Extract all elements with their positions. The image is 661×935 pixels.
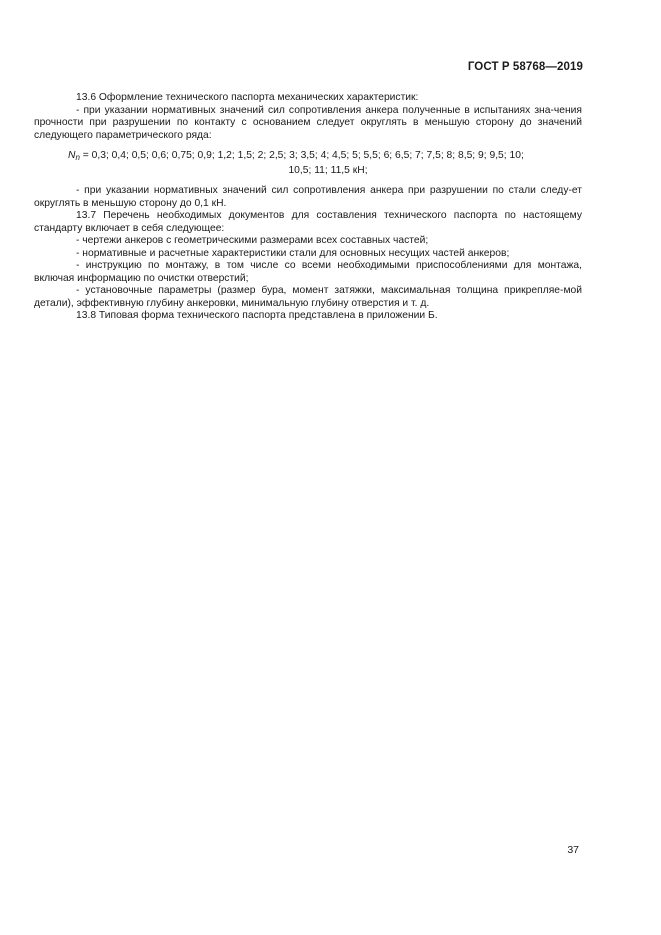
formula-values-line-2: 10,5; 11; 11,5 кН; — [288, 164, 368, 176]
section-13-7-item: - чертежи анкеров с геометрическими размерами всех составных частей; — [76, 235, 429, 246]
formula-symbol: N — [68, 150, 76, 161]
formula-values-line-1: = 0,3; 0,4; 0,5; 0,6; 0,75; 0,9; 1,2; 1,5; 2; 2,5; 3; 3,5; 4; 4,5; 5; 5,5; 6; 6,5; 7; 7,5; 8; 8,5; 9; 9,5; 10; — [79, 150, 524, 161]
formula-line-1 — [34, 150, 582, 165]
section-13-7-item: - установочные параметры (размер бура, момент затяжки, максимальная толщина прикрепляе-мой детали), эффективную глубину анкеровки, минимальную глубину отверстия и т. д. — [34, 285, 582, 309]
formula-subscript: n — [75, 153, 80, 162]
page-number: 37 — [567, 844, 579, 856]
document-body — [34, 92, 582, 323]
section-13-6-item-2: - при указании нормативных значений сил сопротивления анкера при разрушении по стали следу-ет округлять в меньшую сторону до 0,1 кН. — [34, 185, 582, 209]
section-13-7-heading: 13.7 Перечень необходимых документов для составления технического паспорта по настоящему стандарту включает в себя следующее: — [34, 210, 582, 234]
section-13-8-text: 13.8 Типовая форма технического паспорта представлена в приложении Б. — [76, 310, 438, 321]
section-13-6-heading: 13.6 Оформление технического паспорта механических характеристик: — [76, 92, 419, 103]
standard-code-header: ГОСТ Р 58768—2019 — [467, 61, 583, 73]
section-13-6-item-1: - при указании нормативных значений сил сопротивления анкера полученные в испытаниях зна-чения прочности при разрушении по контакту с основанием следует округлять в меньшую сторону до значений следующего параметрического ряда: — [34, 104, 582, 141]
section-13-7-item: - нормативные и расчетные характеристики стали для основных несущих частей анкеров; — [76, 247, 510, 259]
parametric-series-formula — [34, 150, 582, 177]
section-13-7-item: - инструкцию по монтажу, в том числе со всеми необходимыми приспособлениями для монтажа, включая информацию по очистки отверстий; — [34, 260, 582, 284]
